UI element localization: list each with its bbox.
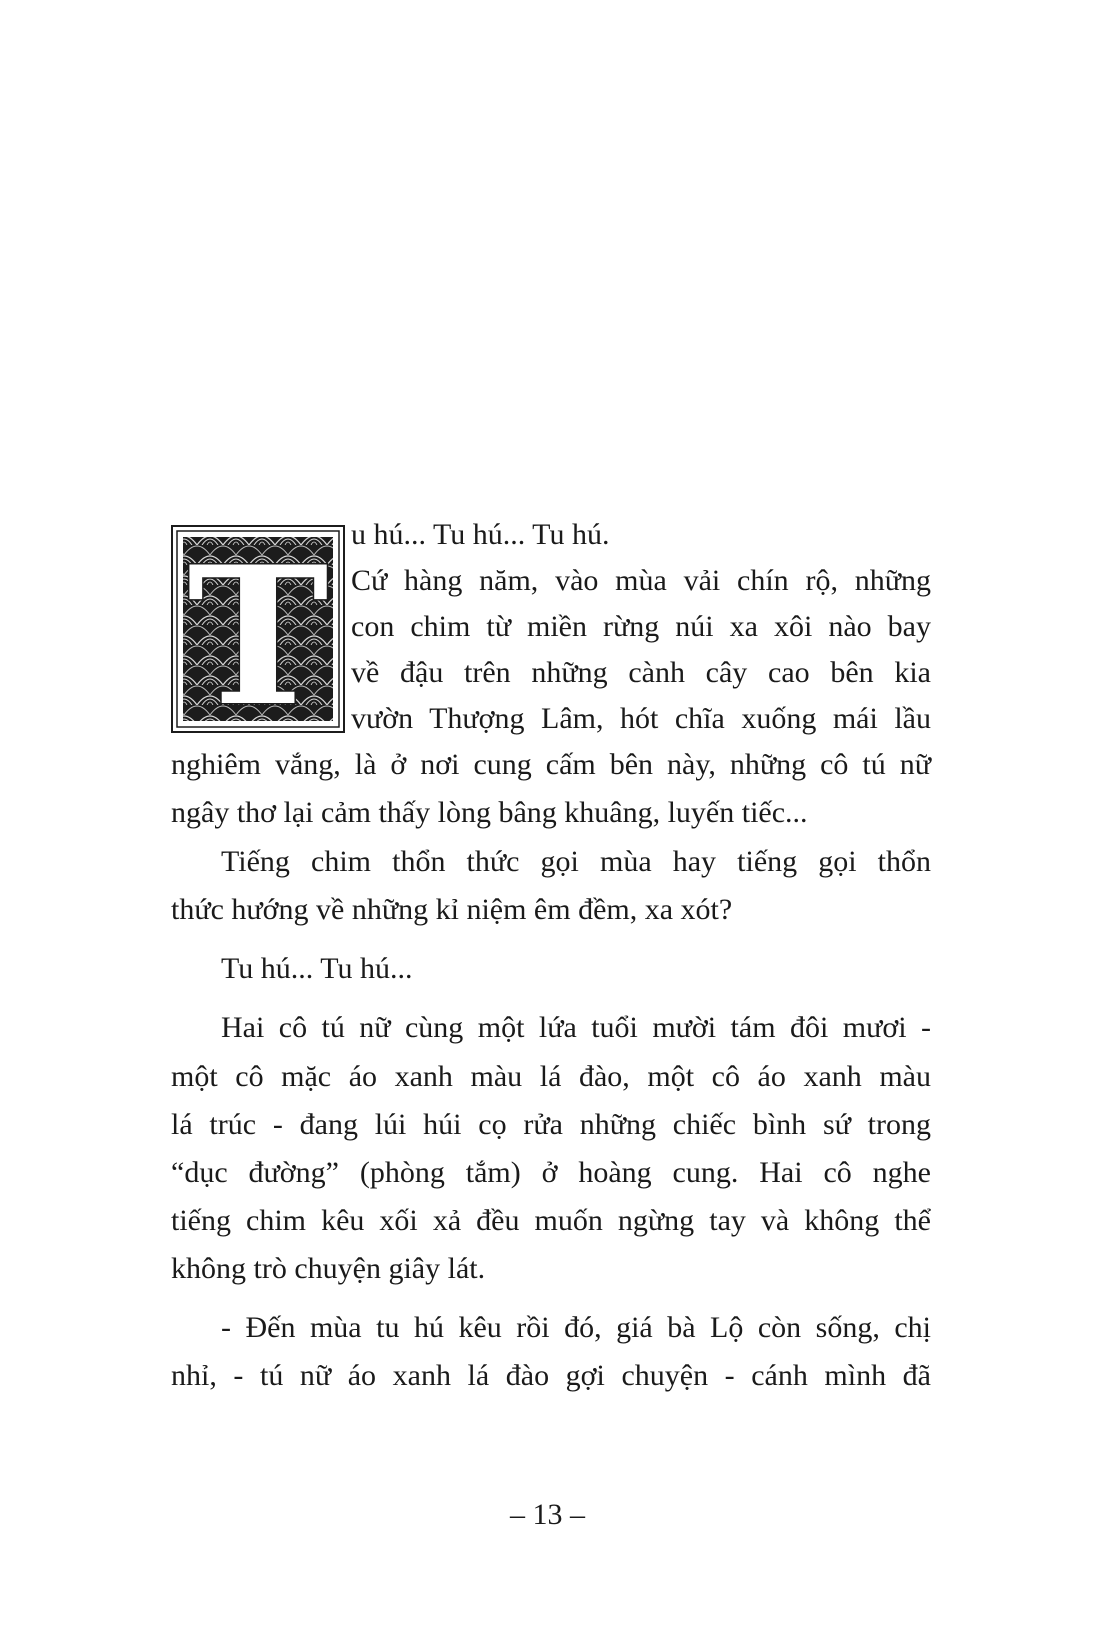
text-line: Tu hú... Tu hú...: [221, 952, 413, 985]
text-line: con chim từ miền rừng núi xa xôi nào bay: [351, 610, 931, 643]
text-line: u hú... Tu hú... Tu hú.: [351, 518, 610, 551]
text-line: “dục đường” (phòng tắm) ở hoàng cung. Hai cô nghe: [171, 1156, 931, 1189]
text-line: tiếng chim kêu xối xả đều muốn ngừng tay và không thể: [171, 1204, 931, 1237]
drop-cap-ornament: [171, 525, 345, 733]
text-line: Tiếng chim thổn thức gọi mùa hay tiếng gọi thổn: [221, 845, 931, 878]
text-line: không trò chuyện giây lát.: [171, 1252, 486, 1285]
text-line: ngây thơ lại cảm thấy lòng bâng khuâng, luyến tiếc...: [171, 796, 808, 829]
text-line: một cô mặc áo xanh màu lá đào, một cô áo xanh màu: [171, 1060, 931, 1093]
text-line: về đậu trên những cành cây cao bên kia: [351, 656, 931, 689]
text-line: thức hướng về những kỉ niệm êm đềm, xa xót?: [171, 893, 733, 926]
drop-cap-letter: T: [187, 525, 329, 733]
text-line: Hai cô tú nữ cùng một lứa tuổi mười tám đôi mươi -: [221, 1011, 931, 1044]
text-line: lá trúc - đang lúi húi cọ rửa những chiếc bình sứ trong: [171, 1108, 931, 1141]
text-line: nghiêm vắng, là ở nơi cung cấm bên này, những cô tú nữ: [171, 748, 931, 781]
text-line: vườn Thượng Lâm, hót chĩa xuống mái lầu: [351, 702, 931, 735]
text-line: Cứ hàng năm, vào mùa vải chín rộ, những: [351, 564, 931, 597]
page-number: – 13 –: [510, 1498, 585, 1531]
text-line: - Đến mùa tu hú kêu rồi đó, giá bà Lộ còn sống, chị: [221, 1311, 931, 1344]
text-line: nhỉ, - tú nữ áo xanh lá đào gợi chuyện - cánh mình đã: [171, 1359, 931, 1392]
